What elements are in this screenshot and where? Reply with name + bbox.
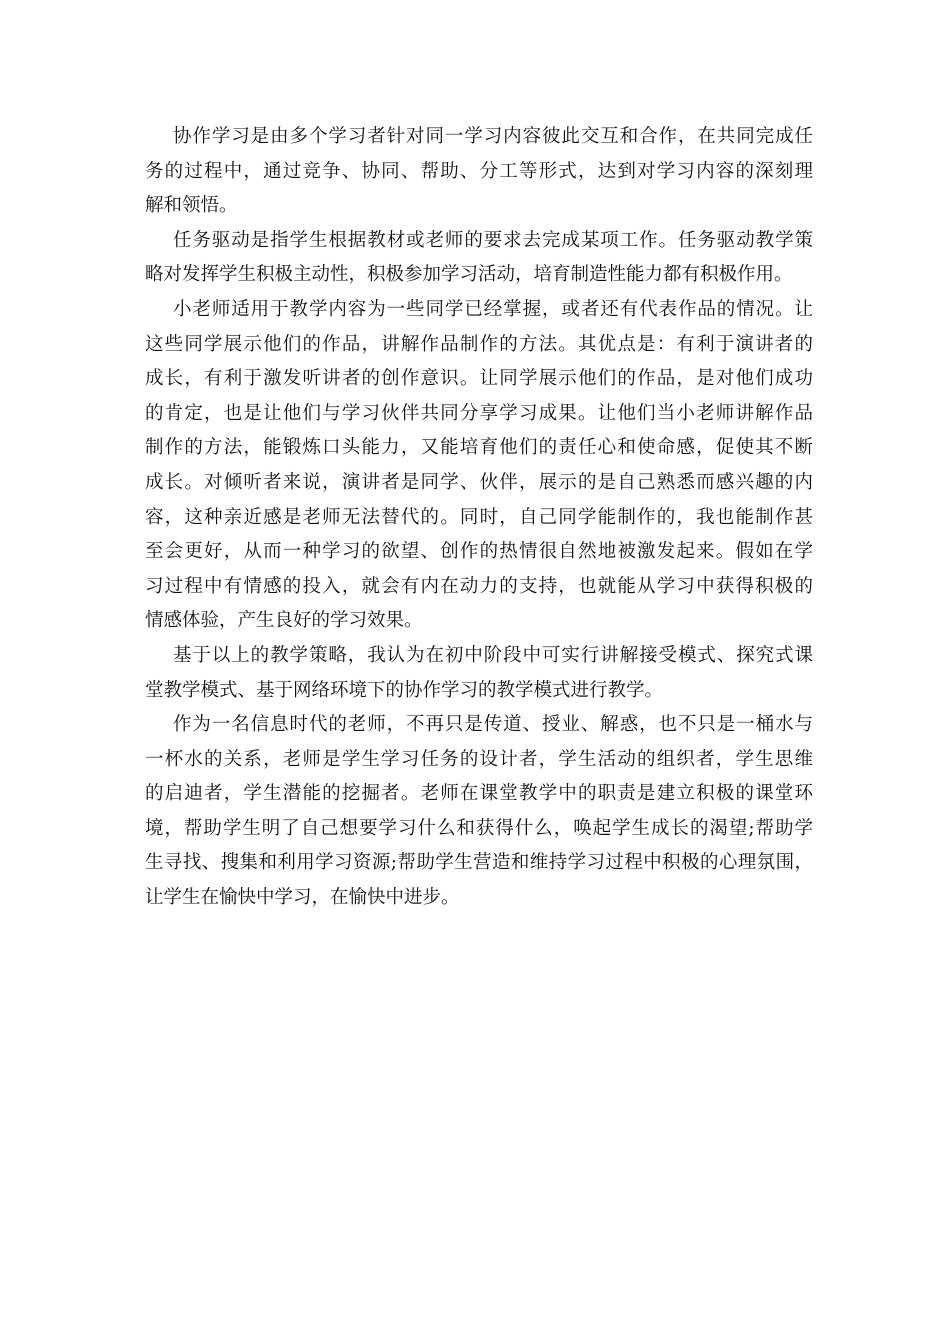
paragraph-line: 解和领悟。 (145, 195, 238, 217)
paragraph-line: 堂教学模式、基于网络环境下的协作学习的教学模式进行教学。 (145, 679, 664, 701)
paragraph-line: 境，帮助学生明了自己想要学习什么和获得什么，唤起学生成长的渴望;帮助学 (145, 817, 813, 839)
paragraph-collaborative-learning (145, 120, 813, 224)
paragraph-line: 生寻找、搜集和利用学习资源;帮助学生营造和维持学习过程中积极的心理氛围， (145, 852, 813, 874)
paragraph-teacher-role (145, 708, 813, 916)
paragraph-line: 情感体验，产生良好的学习效果。 (145, 610, 423, 632)
paragraph-line: 作为一名信息时代的老师，不再只是传道、授业、解惑，也不只是一桶水与 (173, 714, 813, 736)
paragraph-line: 成长。对倾听者来说，演讲者是同学、伙伴，展示的是自己熟悉而感兴趣的内 (145, 471, 813, 493)
paragraph-line: 的肯定，也是让他们与学习伙伴共同分享学习成果。让他们当小老师讲解作品 (145, 402, 813, 424)
paragraph-teaching-strategy (145, 639, 813, 708)
paragraph-line: 务的过程中，通过竞争、协同、帮助、分工等形式，达到对学习内容的深刻理 (145, 160, 813, 182)
paragraph-line: 成长，有利于激发听讲者的创作意识。让同学展示他们的作品，是对他们成功 (145, 368, 813, 390)
paragraph-line: 这些同学展示他们的作品，讲解作品制作的方法。其优点是：有利于演讲者的 (145, 333, 813, 355)
paragraph-line: 基于以上的教学策略，我认为在初中阶段中可实行讲解接受模式、探究式课 (173, 644, 813, 666)
paragraph-little-teacher (145, 293, 813, 639)
paragraph-line: 略对发挥学生积极主动性，积极参加学习活动，培育制造性能力都有积极作用。 (145, 264, 793, 286)
paragraph-line: 小老师适用于教学内容为一些同学已经掌握，或者还有代表作品的情况。让 (173, 298, 813, 320)
paragraph-line: 一杯水的关系，老师是学生学习任务的设计者，学生活动的组织者，学生思维 (145, 748, 813, 770)
document-body (145, 120, 813, 916)
paragraph-task-driven (145, 224, 813, 293)
paragraph-line: 容，这种亲近感是老师无法替代的。同时，自己同学能制作的，我也能制作甚 (145, 506, 813, 528)
paragraph-line: 协作学习是由多个学习者针对同一学习内容彼此交互和合作，在共同完成任 (173, 126, 813, 147)
paragraph-line: 制作的方法，能锻炼口头能力，又能培育他们的责任心和使命感，促使其不断 (145, 437, 813, 459)
paragraph-line: 让学生在愉快中学习，在愉快中进步。 (145, 887, 460, 909)
paragraph-line: 的启迪者，学生潜能的挖掘者。老师在课堂教学中的职责是建立积极的课堂环 (145, 783, 813, 805)
paragraph-line: 任务驱动是指学生根据教材或老师的要求去完成某项工作。任务驱动教学策 (173, 229, 813, 251)
paragraph-line: 至会更好，从而一种学习的欲望、创作的热情很自然地被激发起来。假如在学 (145, 541, 813, 563)
paragraph-line: 习过程中有情感的投入，就会有内在动力的支持，也就能从学习中获得积极的 (145, 575, 813, 597)
